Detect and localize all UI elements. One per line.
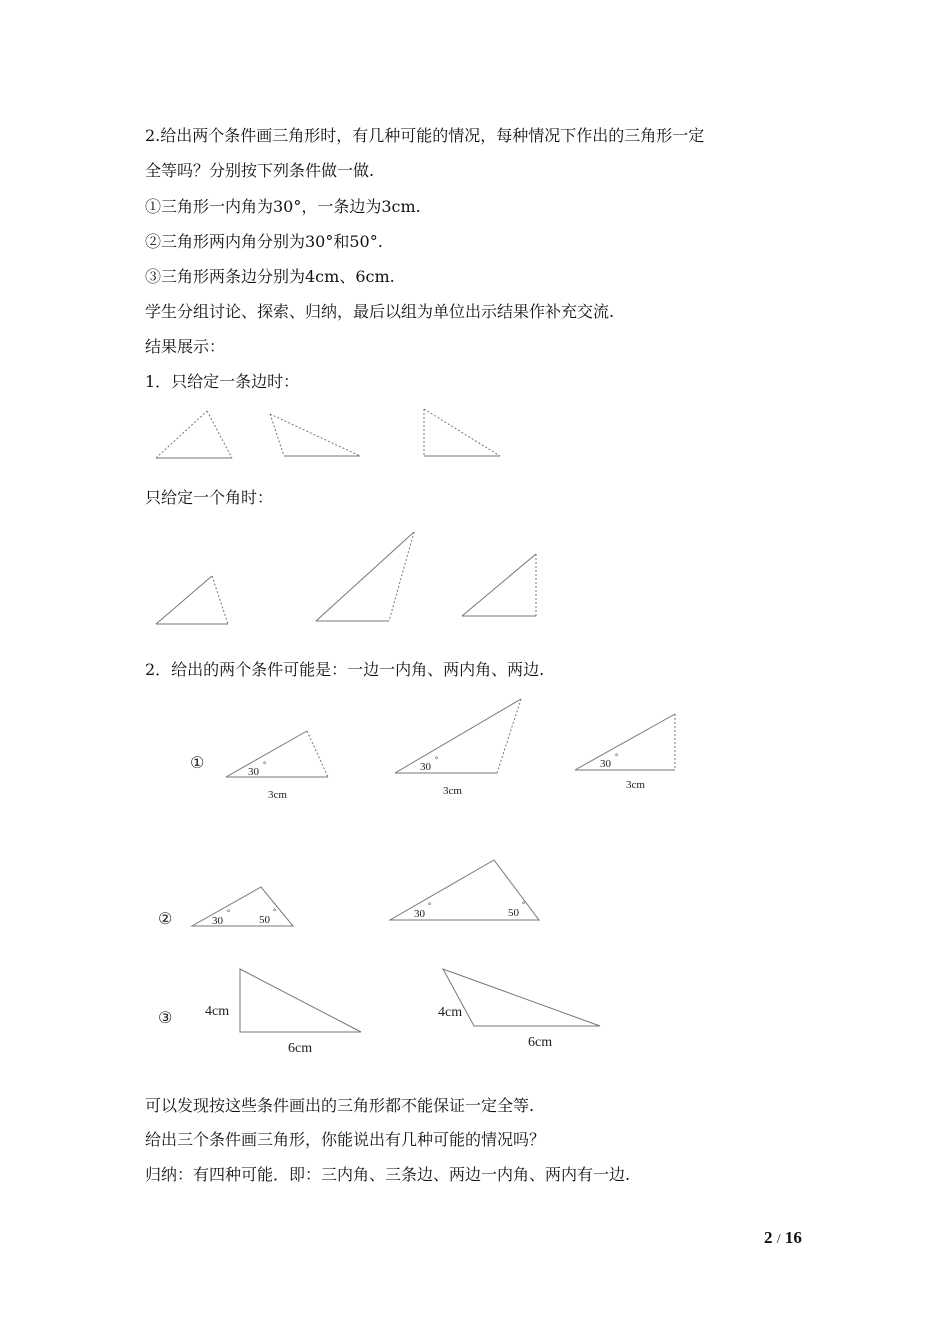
paragraph-question-cont: 全等吗？分别按下列条件做一做. (145, 161, 375, 180)
page-total: 16 (784, 1228, 802, 1247)
triangle-side (462, 554, 536, 616)
paragraph-summary: 归纳：有四种可能．即：三内角、三条边、两边一内角、两内有一边. (145, 1165, 631, 1184)
triangle-side (156, 576, 212, 624)
triangle-side (226, 731, 307, 777)
triangle-side-dashed (497, 699, 521, 773)
page-current: 2 (764, 1228, 773, 1247)
case-2-marker: ② (158, 911, 173, 928)
case-1-marker: ① (190, 755, 205, 772)
side-label: 4cm (205, 1004, 230, 1019)
side-label: 3cm (443, 785, 462, 797)
side-label: 3cm (626, 779, 645, 791)
angle-label: 30 (414, 908, 425, 920)
triangle-side-dashed (389, 532, 414, 621)
degree-mark: ° (428, 901, 432, 910)
triangle-side (395, 699, 521, 773)
side-label: 6cm (528, 1035, 553, 1050)
page-number (764, 1228, 802, 1248)
side-label: 4cm (438, 1005, 463, 1020)
condition-2: ②三角形两内角分别为30°和50°. (145, 232, 383, 251)
degree-mark: ° (435, 755, 439, 764)
triangle-side-dashed (424, 409, 500, 456)
triangles-case-3 (240, 969, 600, 1032)
paragraph-one-angle: 只给定一个角时： (145, 488, 274, 507)
paragraph-one-side: 1．只给定一条边时： (145, 372, 300, 391)
paragraph-conclusion: 可以发现按这些条件画出的三角形都不能保证一定全等. (145, 1096, 535, 1115)
condition-3: ③三角形两条边分别为4cm、6cm. (145, 267, 395, 286)
degree-mark: ° (227, 908, 231, 917)
triangles-one-side (156, 409, 500, 458)
case-3-marker: ③ (158, 1010, 173, 1027)
triangles-one-angle (156, 532, 536, 624)
paragraph-two-conditions: 2．给出的两个条件可能是：一边一内角、两内角、两边. (145, 660, 545, 679)
side-label: 3cm (268, 789, 287, 801)
triangle-right (240, 969, 361, 1032)
paragraph-results-heading: 结果展示： (145, 337, 226, 356)
side-label: 6cm (288, 1041, 313, 1056)
degree-mark: ° (615, 752, 619, 761)
angle-label: 30 (600, 758, 611, 770)
angle-label: 50 (259, 914, 270, 926)
triangle-obtuse (443, 969, 600, 1026)
triangle-side-dashed (307, 731, 328, 777)
triangle-side-dashed (270, 414, 360, 456)
angle-label: 30 (420, 761, 431, 773)
degree-mark: ° (522, 900, 526, 909)
triangle-side-dashed (156, 411, 207, 458)
degree-mark: ° (273, 907, 277, 916)
angle-label: 50 (508, 907, 519, 919)
paragraph-question: 2.给出两个条件画三角形时，有几种可能的情况，每种情况下作出的三角形一定 (145, 126, 705, 145)
paragraph-three-conditions: 给出三个条件画三角形，你能说出有几种可能的情况吗？ (145, 1130, 546, 1149)
triangle-side (316, 532, 414, 621)
page-separator: / (776, 1232, 781, 1247)
triangles-case-2 (192, 860, 539, 926)
triangle-side-dashed (207, 411, 232, 458)
degree-mark: ° (263, 760, 267, 769)
condition-1: ①三角形一内角为30°，一条边为3cm. (145, 197, 421, 216)
triangle-side (575, 714, 675, 770)
paragraph-discussion: 学生分组讨论、探索、归纳，最后以组为单位出示结果作补充交流. (145, 302, 615, 321)
triangle-small (192, 887, 293, 926)
triangle-side-dashed (212, 576, 228, 624)
angle-label: 30 (212, 915, 223, 927)
triangle-side-dashed (270, 414, 284, 456)
angle-label: 30 (248, 766, 259, 778)
